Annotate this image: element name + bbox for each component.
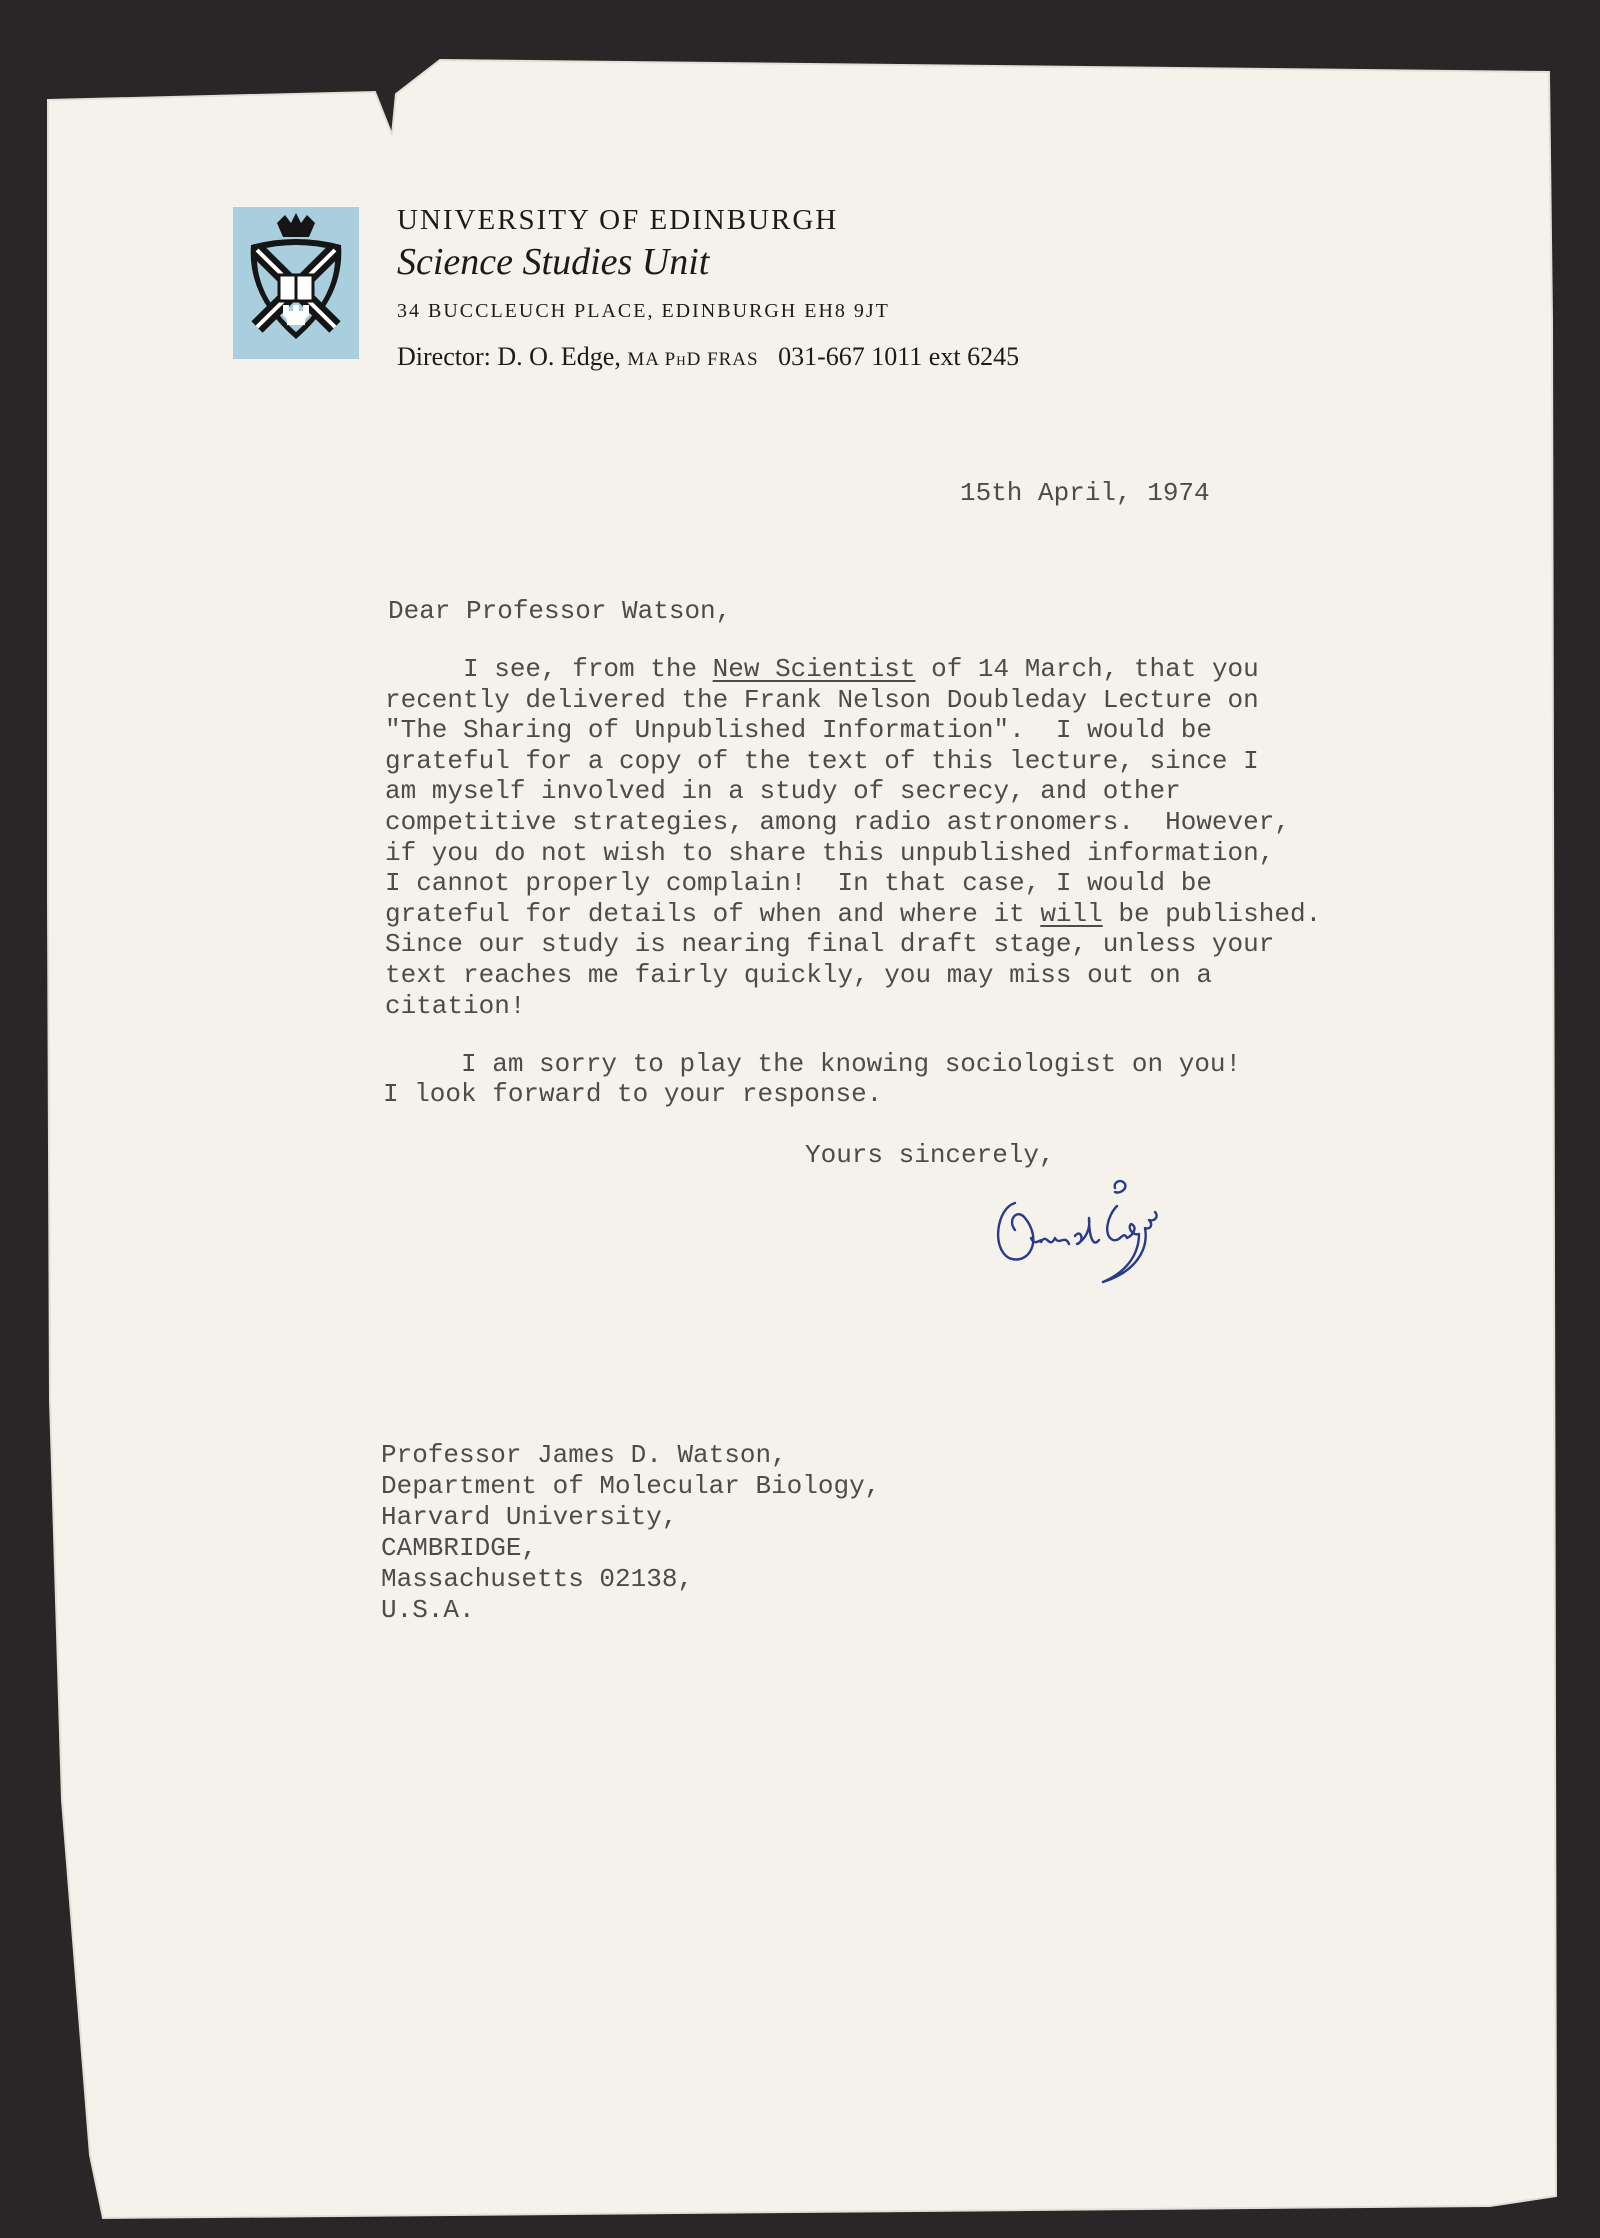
- salutation: Dear Professor Watson,: [388, 596, 732, 626]
- signature: [985, 1178, 1195, 1308]
- director-phone: 031-667 1011 ext 6245: [778, 342, 1020, 371]
- director-line: [397, 342, 1019, 372]
- recipient-address: Professor James D. Watson, Department of Molecular Biology, Harvard University, CAMBRIDGE, Massachusetts 02138, U.S.A.: [381, 1440, 881, 1625]
- director-name: Director: D. O. Edge,: [397, 342, 621, 371]
- paragraph-text: I see, from the: [385, 654, 713, 684]
- body-paragraph-1: [385, 654, 1321, 1021]
- publication-title: New Scientist: [712, 654, 916, 684]
- university-crest-logo: [233, 207, 359, 359]
- closing: Yours sincerely,: [805, 1140, 1055, 1170]
- paragraph-text: of 14 March, that you recently delivered the Frank Nelson Doubleday Lecture on "The Sharing of Unpublished Information". I would be grateful for a copy of the text of this lecture, since I am myself involved in a study of secrecy, and other competitive strategies, among radio astronomers. However, if you do not wish to share this unpublished information, I cannot properly complain! In that case, I would be grateful for details of when and where it: [385, 654, 1290, 929]
- paragraph-text: be published. Since our study is nearing final draft stage, unless your text reaches me fairly quickly, you may miss out on a citation!: [385, 898, 1322, 1021]
- emphasized-word: will: [1040, 898, 1103, 929]
- unit-address: 34 BUCCLEUCH PLACE, EDINBURGH EH8 9JT: [397, 300, 890, 322]
- letter-date: 15th April, 1974: [960, 478, 1210, 508]
- university-name: UNIVERSITY OF EDINBURGH: [397, 204, 839, 236]
- body-paragraph-2: I am sorry to play the knowing sociologist on you! I look forward to your response.: [383, 1049, 1242, 1109]
- unit-name: Science Studies Unit: [397, 241, 710, 283]
- director-degrees: MA PhD FRAS: [627, 349, 759, 370]
